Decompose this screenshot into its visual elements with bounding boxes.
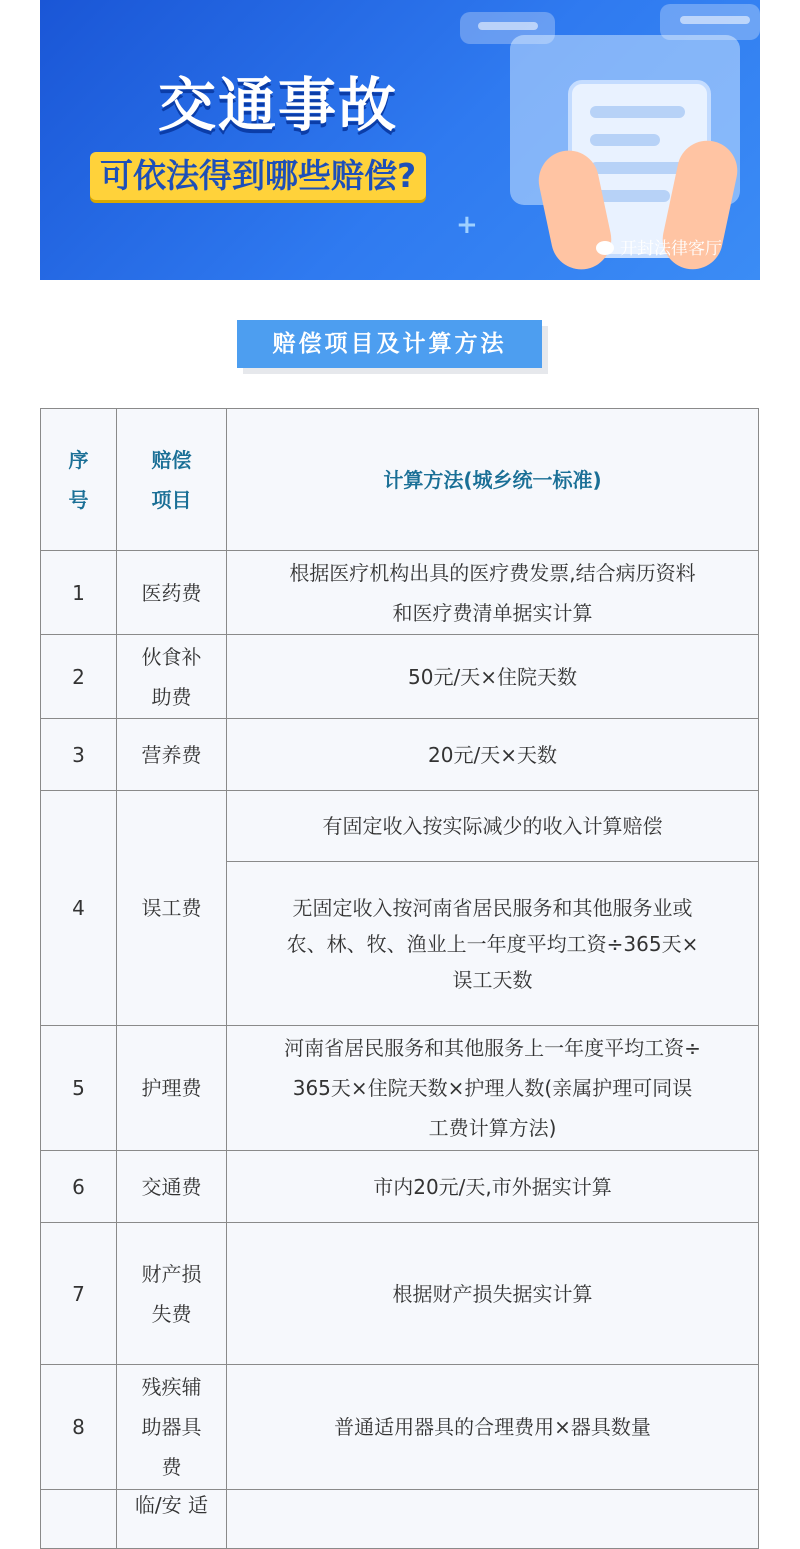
header-method: 计算方法(城乡统一标准) xyxy=(226,408,759,551)
decor-line xyxy=(478,22,538,30)
row-method-sub-b: 无固定收入按河南省居民服务和其他服务业或 农、林、牧、渔业上一年度平均工资÷365天× 误工天数 xyxy=(226,861,759,1026)
row-method-sub-a: 有固定收入按实际减少的收入计算赔偿 xyxy=(226,790,759,862)
section-title: 赔偿项目及计算方法 xyxy=(237,320,542,368)
row-num: 3 xyxy=(40,718,117,791)
row-item: 伙食补 助费 xyxy=(116,634,227,719)
row-method: 50元/天×住院天数 xyxy=(226,634,759,719)
watermark xyxy=(596,234,722,259)
section-title-box xyxy=(237,320,542,368)
row-item: 临/安 适 xyxy=(116,1489,227,1549)
row-item: 医药费 xyxy=(116,550,227,635)
row-item: 误工费 xyxy=(116,790,227,1026)
row-method: 20元/天×天数 xyxy=(226,718,759,791)
row-method xyxy=(226,1489,759,1549)
row-method: 根据医疗机构出具的医疗费发票,结合病历资料 和医疗费清单据实计算 xyxy=(226,550,759,635)
row-item: 残疾辅 助器具 费 xyxy=(116,1364,227,1490)
row-item: 财产损 失费 xyxy=(116,1222,227,1365)
row-method: 市内20元/天,市外据实计算 xyxy=(226,1150,759,1223)
compensation-table xyxy=(40,408,760,1548)
row-item: 护理费 xyxy=(116,1025,227,1151)
row-num: 6 xyxy=(40,1150,117,1223)
row-method: 河南省居民服务和其他服务上一年度平均工资÷ 365天×住院天数×护理人数(亲属护理可同误 工费计算方法) xyxy=(226,1025,759,1151)
row-num: 4 xyxy=(40,790,117,1026)
plus-icon: + xyxy=(456,210,478,240)
row-num: 7 xyxy=(40,1222,117,1365)
decor-line xyxy=(680,16,750,24)
row-item: 营养费 xyxy=(116,718,227,791)
row-num: 5 xyxy=(40,1025,117,1151)
wechat-icon xyxy=(596,241,614,255)
banner-image xyxy=(40,0,760,280)
header-item: 赔偿 项目 xyxy=(116,408,227,551)
row-item: 交通费 xyxy=(116,1150,227,1223)
row-num: 2 xyxy=(40,634,117,719)
banner-subtitle: 可依法得到哪些赔偿? xyxy=(90,152,426,200)
row-num xyxy=(40,1489,117,1549)
watermark-text: 开封法律客厅 xyxy=(620,239,722,259)
row-method: 根据财产损失据实计算 xyxy=(226,1222,759,1365)
header-num: 序 号 xyxy=(40,408,117,551)
row-num: 1 xyxy=(40,550,117,635)
banner-title: 交通事故 xyxy=(158,71,399,139)
row-method: 普通适用器具的合理费用×器具数量 xyxy=(226,1364,759,1490)
row-num: 8 xyxy=(40,1364,117,1490)
